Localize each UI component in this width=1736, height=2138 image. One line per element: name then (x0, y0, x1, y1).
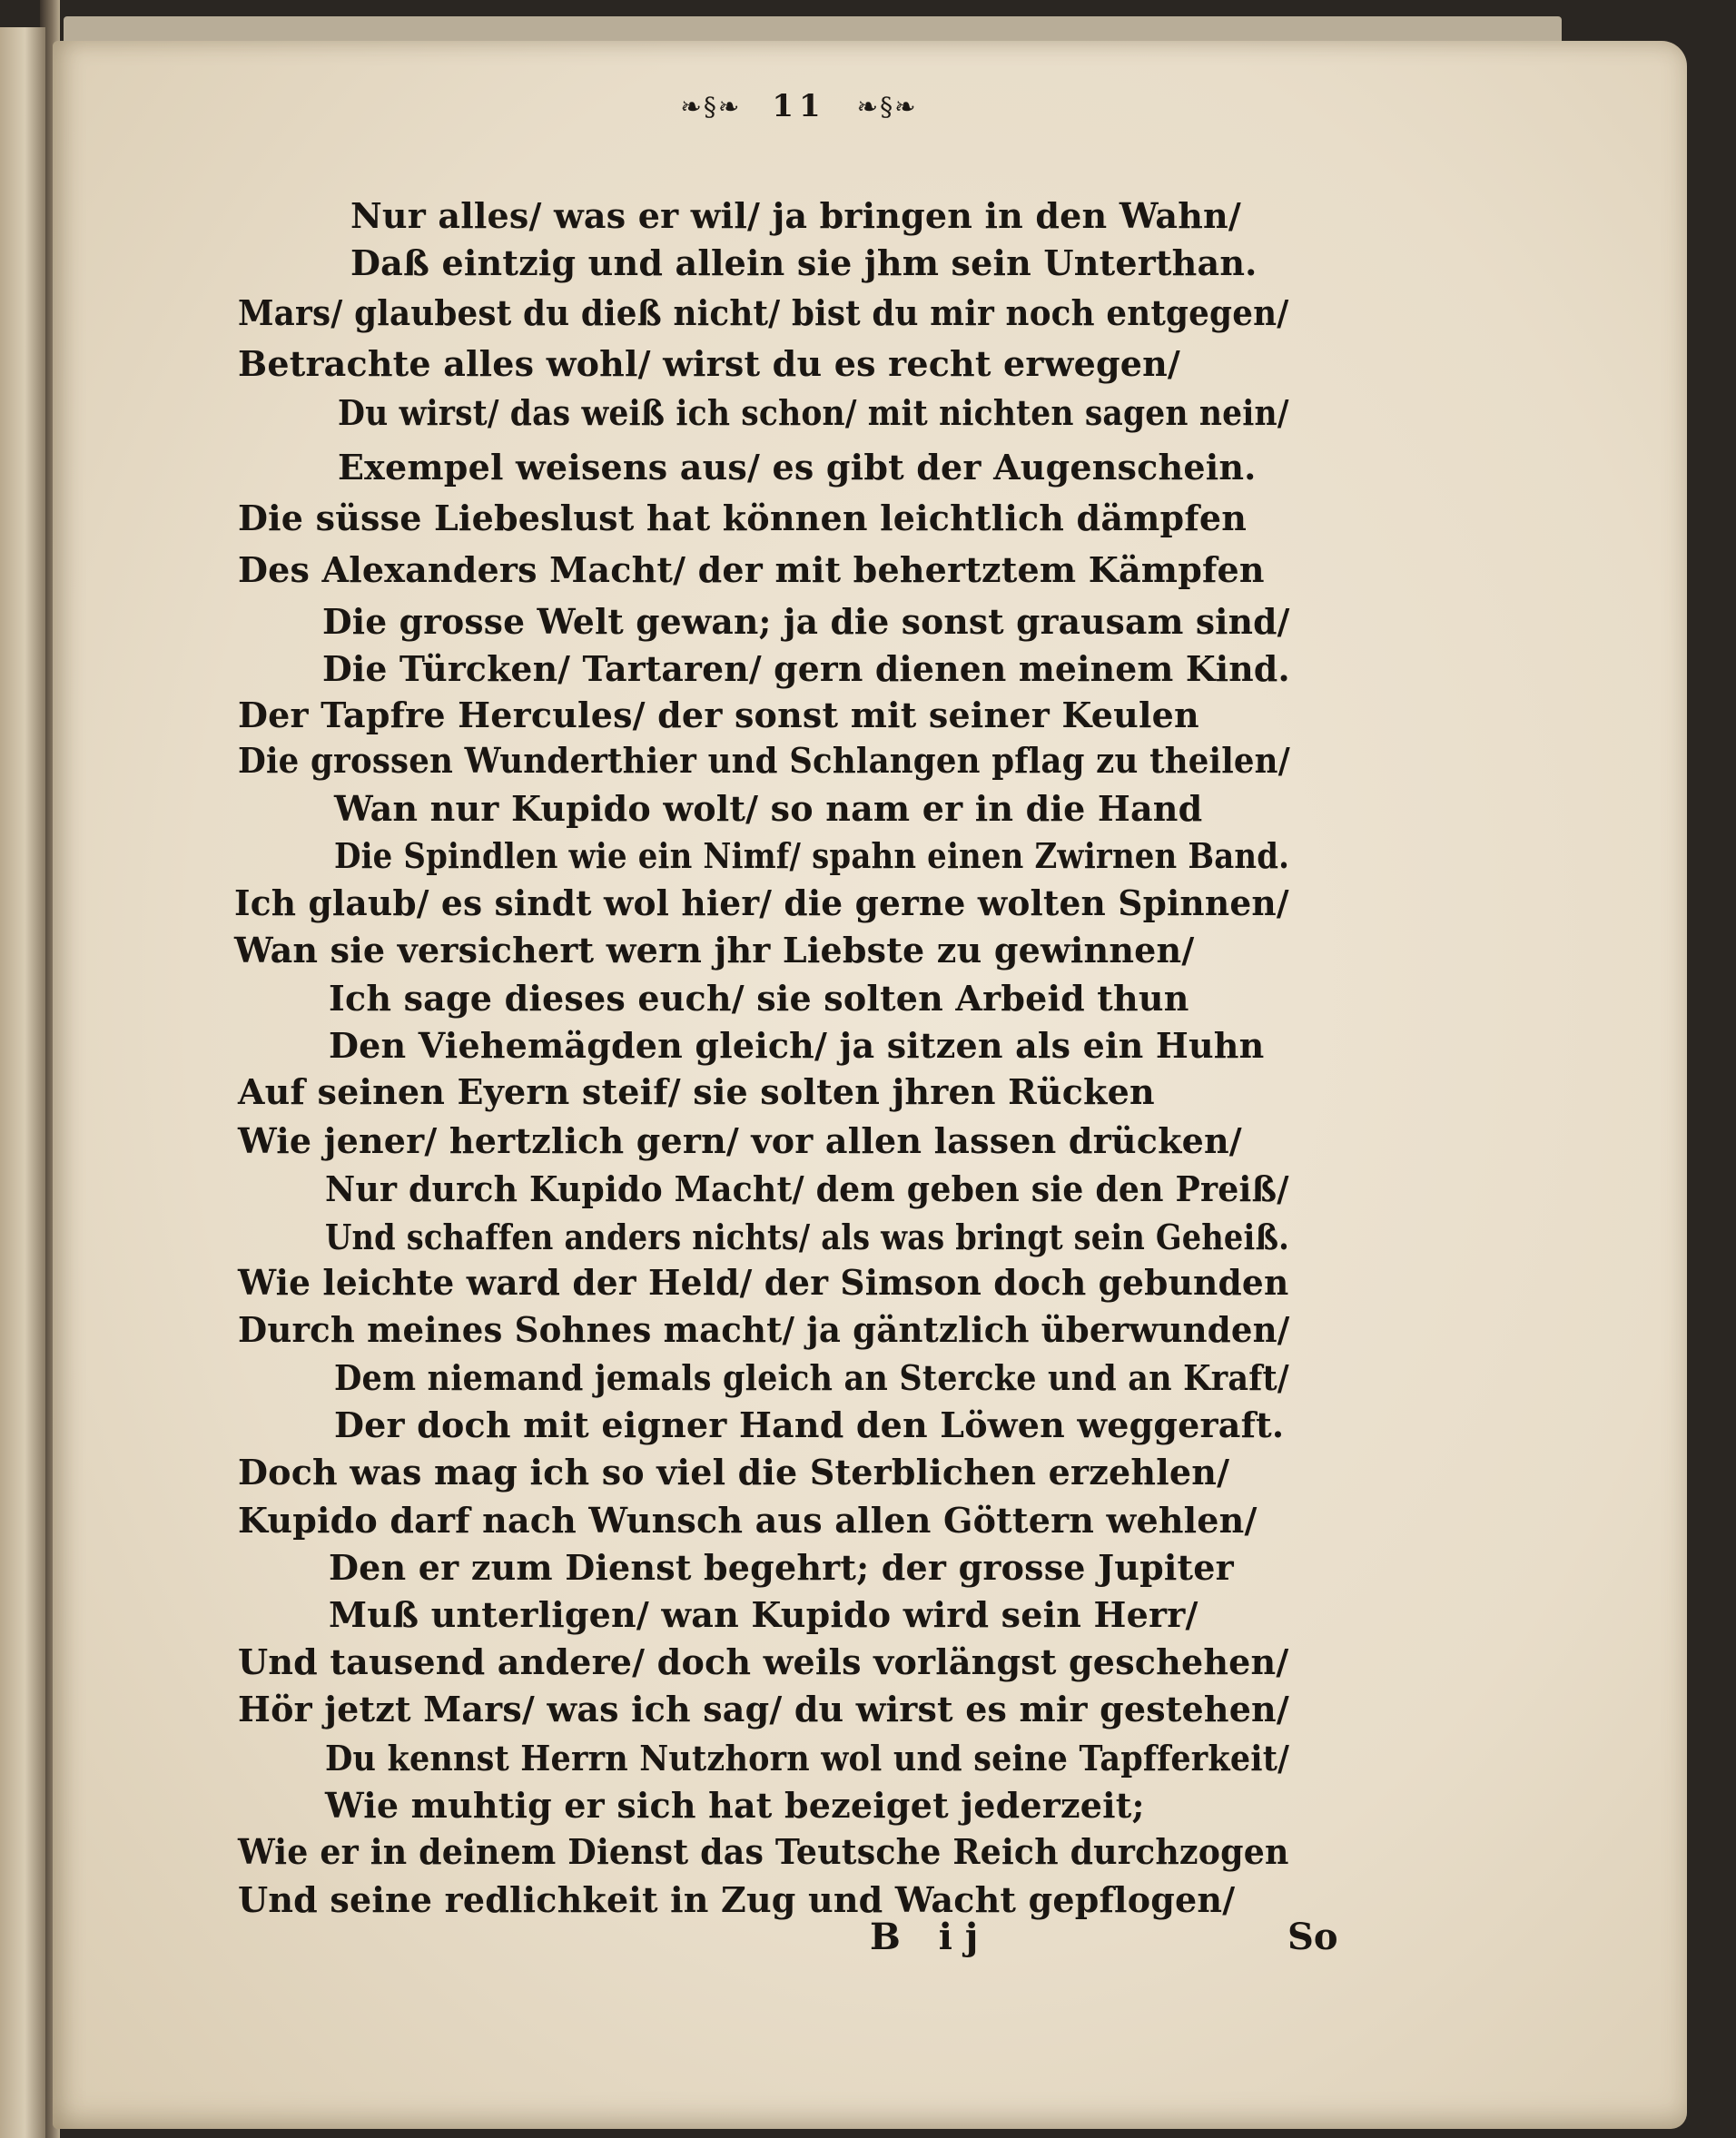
verse-line: Die grosse Welt gewan; ja die sonst grausam sind/ (322, 601, 1290, 642)
verse-line: Wie muhtig er sich hat bezeiget jederzeit; (325, 1785, 1145, 1826)
verse-line: Auf seinen Eyern steif/ sie solten jhren Rücken (238, 1071, 1155, 1112)
verse-line: Dem niemand jemals gleich an Stercke und an Kraft/ (334, 1357, 1289, 1398)
verse-line: Wie jener/ hertzlich gern/ vor allen lassen drücken/ (238, 1120, 1242, 1161)
verse-line: Nur durch Kupido Macht/ dem geben sie den Preiß/ (325, 1168, 1289, 1209)
verse-line: Doch was mag ich so viel die Sterblichen erzehlen/ (238, 1452, 1230, 1493)
verse-line: Und schaffen anders nichts/ als was bringt sein Geheiß. (325, 1217, 1290, 1257)
verse-line: Die grossen Wunderthier und Schlangen pflag zu theilen/ (238, 740, 1290, 781)
verse-line: Hör jetzt Mars/ was ich sag/ du wirst es mir gestehen/ (238, 1689, 1289, 1729)
verse-line: Wan sie versichert wern jhr Liebste zu gewinnen/ (234, 930, 1195, 970)
verse-line: Muß unterligen/ wan Kupido wird sein Herr/ (329, 1594, 1198, 1635)
verse-line: Die süsse Liebeslust hat können leichtlich dämpfen (238, 498, 1248, 538)
header-ornament-right: ❧§❧ (856, 91, 918, 122)
header-ornament-left: ❧§❧ (680, 91, 742, 122)
verse-line: Der Tapfre Hercules/ der sonst mit seiner Keulen (238, 695, 1199, 735)
verse-line: Du wirst/ das weiß ich schon/ mit nichten sagen nein/ (338, 392, 1289, 433)
verse-line: Wie er in deinem Dienst das Teutsche Reich durchzogen (238, 1831, 1289, 1872)
verse-line: Wan nur Kupido wolt/ so nam er in die Hand (334, 788, 1203, 829)
verse-line: Nur alles/ was er wil/ ja bringen in den Wahn/ (350, 195, 1241, 236)
verse-line: Des Alexanders Macht/ der mit behertztem Kämpfen (238, 549, 1265, 590)
verse-line: Den Viehemägden gleich/ ja sitzen als ein Huhn (329, 1025, 1265, 1066)
verse-line: Der doch mit eigner Hand den Löwen weggeraft. (334, 1404, 1285, 1445)
verse-line: Daß eintzig und allein sie jhm sein Unterthan. (350, 242, 1258, 283)
verse-line: Und seine redlichkeit in Zug und Wacht gepflogen/ (238, 1879, 1236, 1920)
verse-line: Ich glaub/ es sindt wol hier/ die gerne wolten Spinnen/ (234, 882, 1289, 923)
verse-line: Mars/ glaubest du dieß nicht/ bist du mir noch entgegen/ (238, 292, 1289, 333)
verse-line: Kupido darf nach Wunsch aus allen Göttern wehlen/ (238, 1500, 1258, 1541)
page-number: 11 (772, 88, 826, 124)
verse-line: Wie leichte ward der Held/ der Simson doch gebunden (238, 1262, 1289, 1303)
verse-line: Exempel weisens aus/ es gibt der Augenschein. (338, 447, 1257, 488)
verse-line: Du kennst Herrn Nutzhorn wol und seine Tapfferkeit/ (325, 1738, 1290, 1778)
verse-line: Durch meines Sohnes macht/ ja gäntzlich überwunden/ (238, 1309, 1290, 1350)
verse-line: Die Spindlen wie ein Nimf/ spahn einen Zwirnen Band. (334, 835, 1290, 876)
signature-mark: B ij (870, 1916, 991, 1958)
catchword: So (1287, 1916, 1338, 1958)
verse-line: Ich sage dieses euch/ sie solten Arbeid thun (329, 978, 1189, 1019)
verse-line: Betrachte alles wohl/ wirst du es recht erwegen/ (238, 343, 1180, 384)
verse-line: Und tausend andere/ doch weils vorlängst geschehen/ (238, 1641, 1289, 1682)
verse-line: Die Türcken/ Tartaren/ gern dienen meinem Kind. (322, 648, 1290, 689)
verse-line: Den er zum Dienst begehrt; der grosse Jupiter (329, 1547, 1234, 1588)
